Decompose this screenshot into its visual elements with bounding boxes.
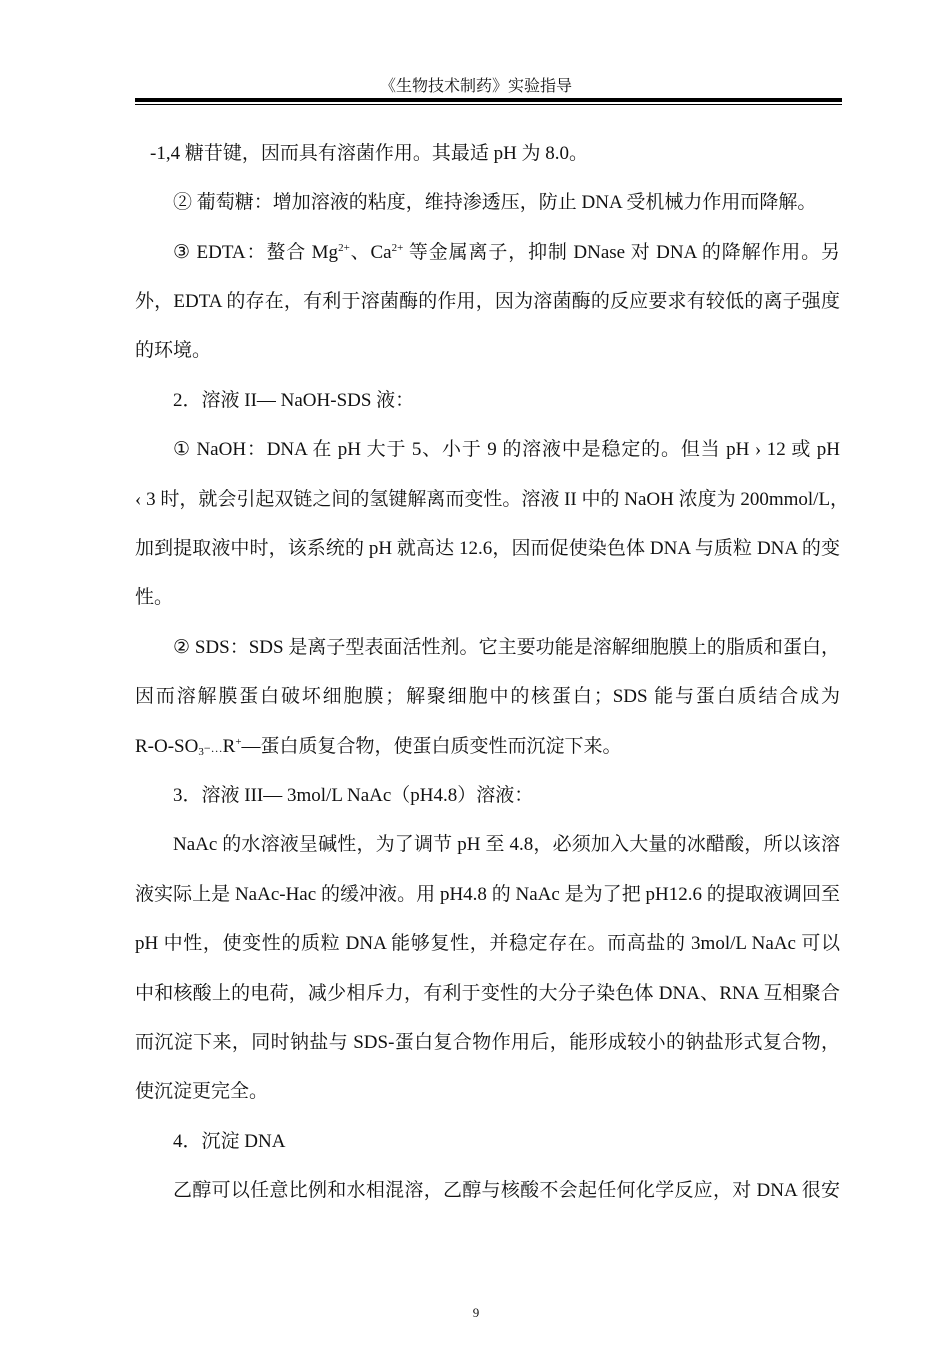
text-line: 而沉淀下来，同时钠盐与 SDS-蛋白复合物作用后，能形成较小的钠盐形式复合物， xyxy=(135,1032,840,1053)
text-line: 因而溶解膜蛋白破坏细胞膜；解聚细胞中的核蛋白；SDS 能与蛋白质结合成为 xyxy=(135,686,840,707)
text-line: ① NaOH：DNA 在 pH 大于 5、小于 9 的溶液中是稳定的。但当 pH › 12 或 pH xyxy=(173,439,840,460)
text-line: ② 葡萄糖：增加溶液的粘度，维持渗透压，防止 DNA 受机械力作用而降解。 xyxy=(173,192,817,213)
text-line: 液实际上是 NaAc-Hac 的缓冲液。用 pH4.8 的 NaAc 是为了把 pH12.6 的提取液调回至 xyxy=(135,884,840,905)
page-number: 9 xyxy=(472,1305,480,1320)
header-rule-thick xyxy=(135,98,842,102)
section-heading: 3．溶液 III— 3mol/L NaAc（pH4.8）溶液： xyxy=(173,785,534,806)
text-line-edta: ③ EDTA：螯合 $Mg^{2+}$、$Ca^{2+}$ 等金属离子，抑制 DNase 对 DNA 的降解作用。另 xyxy=(173,242,841,263)
text-line: ② SDS：SDS 是离子型表面活性剂。它主要功能是溶解细胞膜上的脂质和蛋白， xyxy=(173,637,840,658)
text-line: 外，EDTA 的存在，有利于溶菌酶的作用，因为溶菌酶的反应要求有较低的离子强度 xyxy=(135,291,840,312)
text-line: -1,4 糖苷键，因而具有溶菌作用。其最适 pH 为 8.0。 xyxy=(150,143,589,164)
text-line: 的环境。 xyxy=(135,340,212,361)
text-line: 加到提取液中时，该系统的 pH 就高达 12.6，因而促使染色体 DNA 与质粒 DNA 的变 xyxy=(135,538,840,559)
text-line: ‹ 3 时，就会引起双链之间的氢键解离而变性。溶液 II 中的 NaOH 浓度为 200mmol/L， xyxy=(135,489,850,510)
text-line: 中和核酸上的电荷，减少相斥力，有利于变性的大分子染色体 DNA、RNA 互相聚合 xyxy=(135,983,840,1004)
header-title: 《生物技术制药》实验指导 xyxy=(379,76,572,95)
section-heading: 4．沉淀 DNA xyxy=(173,1131,286,1152)
text-line-formula: $R-O-SO_3-\dots R^+—$蛋白质复合物，使蛋白质变性而沉淀下来。 xyxy=(135,736,622,758)
text-line: 乙醇可以任意比例和水相混溶，乙醇与核酸不会起任何化学反应，对 DNA 很安 xyxy=(173,1180,840,1201)
text-line: NaAc 的水溶液呈碱性，为了调节 pH 至 4.8，必须加入大量的冰醋酸，所以该溶 xyxy=(173,834,840,855)
text-line: pH 中性，使变性的质粒 DNA 能够复性，并稳定存在。而高盐的 3mol/L NaAc 可以 xyxy=(135,933,840,954)
section-heading: 2．溶液 II— NaOH-SDS 液： xyxy=(173,390,415,411)
text-line: 使沉淀更完全。 xyxy=(135,1081,269,1102)
header-rule-thin xyxy=(135,104,842,105)
text-line: 性。 xyxy=(135,587,174,608)
